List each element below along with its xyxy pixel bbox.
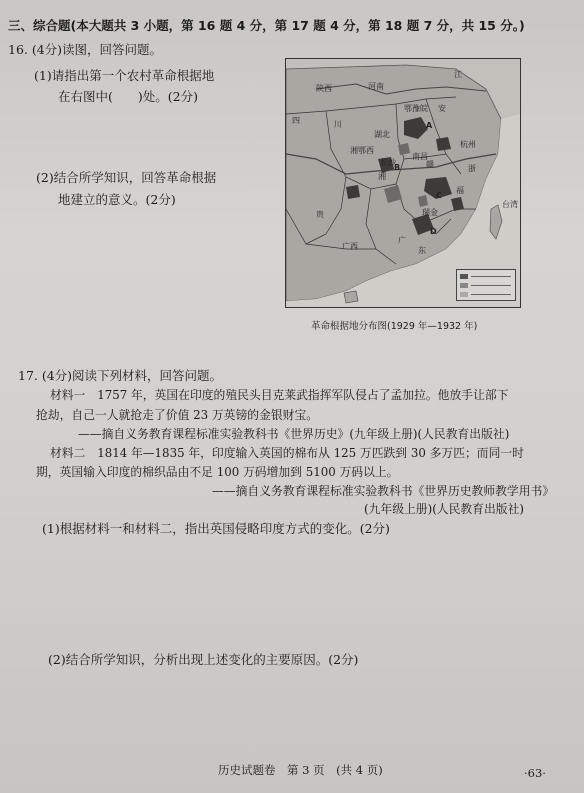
map-label-hubei: 湖北	[374, 130, 390, 139]
q17-material2-source-2: (九年级上册)(人民教育出版社)	[364, 502, 524, 516]
map-label-xiangexi: 湘鄂西	[350, 146, 374, 155]
map-label-shaanxi: 陕西	[316, 84, 332, 93]
map-label-jiangsu: 江	[454, 70, 462, 79]
map-label-gan: 赣	[426, 160, 434, 169]
map-legend	[456, 269, 516, 301]
map-caption: 革命根据地分布图(1929 年—1932 年)	[311, 321, 478, 332]
q17-material1-source: ——摘自义务教育课程标准实验教科书《世界历史》(九年级上册)(人民教育出版社)	[78, 427, 510, 441]
map-label-nanchang: 南昌	[412, 152, 428, 161]
map-label-hangzhou: 杭州	[460, 140, 476, 149]
q17-material1-line2: 抢劫，自己一人就抢走了价值 23 万英镑的金银财宝。	[36, 408, 319, 422]
map-label-sichuan-1: 四	[292, 116, 300, 125]
q17-material2-source-1: ——摘自义务教育课程标准实验教科书《世界历史教师教学用书》	[212, 484, 555, 498]
map-label-changsha: 长沙	[380, 158, 396, 167]
hainan-island	[344, 291, 358, 303]
legend-row-2	[460, 283, 512, 289]
map-label-taiwan: 台湾	[502, 200, 518, 209]
map-label-guangxi: 广西	[342, 242, 358, 251]
q17-stem: 17. (4分)阅读下列材料，回答问题。	[18, 368, 223, 383]
map-label-zhe: 浙	[468, 164, 476, 173]
q17-material1-line1: 材料一 1757 年，英国在印度的殖民头目克莱武指挥军队侵占了孟加拉。他放手让部下	[50, 388, 509, 402]
map-label-ruijin: 瑞金	[422, 208, 438, 217]
map-marker-b: B	[394, 163, 401, 172]
footer-page-number: ·63·	[524, 766, 546, 780]
map-label-eyuwan: 鄂豫皖	[404, 104, 428, 113]
q16-sub1-line1: (1)请指出第一个农村革命根据地	[34, 68, 215, 83]
q16-stem: 16. (4分)读图，回答问题。	[8, 42, 163, 57]
q16-sub2-line2: 地建立的意义。(2分)	[58, 192, 176, 207]
map-marker-c: C	[436, 191, 442, 200]
map-label-fu: 福	[456, 186, 464, 195]
map-label-sichuan-2: 川	[334, 120, 342, 129]
map-label-anhui: 安	[438, 104, 446, 113]
q17-sub1: (1)根据材料一和材料二，指出英国侵略印度方式的变化。(2分)	[42, 521, 390, 536]
map-label-gui: 贵	[316, 210, 324, 219]
legend-row-3	[460, 292, 512, 298]
map-label-xiang: 湘	[378, 172, 386, 181]
q17-sub2: (2)结合所学知识，分析出现上述变化的主要原因。(2分)	[48, 652, 359, 667]
q17-material2-line1: 材料二 1814 年—1835 年，印度输入英国的棉布从 125 万匹跌到 30 多万匹；而同一时	[50, 446, 524, 460]
map-label-dong: 东	[418, 246, 426, 255]
footer-page-info: 历史试题卷 第 3 页 (共 4 页)	[218, 763, 383, 777]
map-label-guang: 广	[398, 236, 406, 245]
q16-sub1-line2: 在右图中( )处。(2分)	[58, 89, 198, 104]
map-label-henan: 河南	[368, 82, 384, 91]
q17-material2-line2: 期，英国输入印度的棉织品由不足 100 万码增加到 5100 万码以上。	[36, 465, 399, 479]
map-marker-d: D	[430, 227, 437, 236]
revolution-base-map	[285, 58, 521, 308]
map-marker-a: A	[426, 121, 433, 130]
legend-row-1	[460, 274, 512, 280]
section-title: 三、综合题(本大题共 3 小题，第 16 题 4 分，第 17 题 4 分，第 18 题 7 分，共 15 分。)	[8, 18, 525, 33]
q16-sub2-line1: (2)结合所学知识，回答革命根据	[36, 170, 217, 185]
